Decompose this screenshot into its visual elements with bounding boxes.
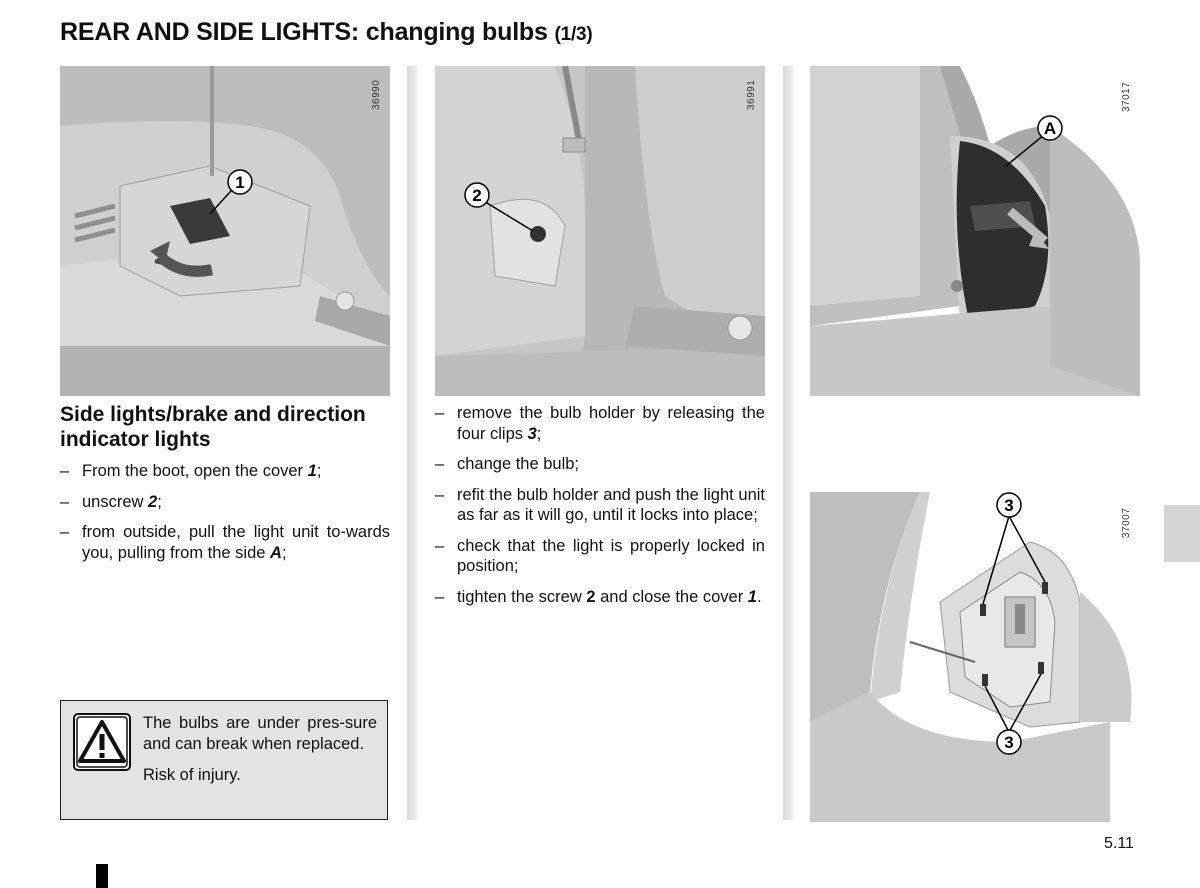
figure-2-callout: 2 <box>472 186 482 205</box>
figure-4-callout-bottom: 3 <box>1004 733 1014 752</box>
figure-3-number: 37017 <box>1121 81 1132 112</box>
warning-message: The bulbs are under pres-sure and can break when replaced. <box>143 714 377 753</box>
section-heading: Side lights/brake and direction indicator lights <box>60 403 366 451</box>
column2-steps <box>435 403 765 617</box>
list-item: – refit the bulb holder and push the light unit as far as it will go, until it locks into place; <box>435 485 765 524</box>
warning-triangle-icon <box>73 713 131 771</box>
figure-36991 <box>435 66 765 396</box>
list-item: – tighten the screw 2 and close the cover 1. <box>435 587 762 606</box>
figure-36990 <box>60 66 390 396</box>
page-title <box>60 18 593 47</box>
column-divider-2 <box>783 66 793 820</box>
column-divider-1 <box>407 66 417 820</box>
page-number: 5.11 <box>1104 835 1134 852</box>
section-thumb-tab <box>1164 505 1200 562</box>
figure-1-number: 36990 <box>371 79 382 110</box>
list-item: – change the bulb; <box>435 455 580 473</box>
page-title-text: REAR AND SIDE LIGHTS: changing bulbs <box>60 18 548 46</box>
list-item: – unscrew 2; <box>60 492 162 511</box>
figure-37017 <box>810 66 1140 396</box>
figure-1-callout: 1 <box>235 173 245 192</box>
list-item: – From the boot, open the cover 1; <box>60 462 322 480</box>
corner-mark <box>96 864 108 888</box>
list-item: – check that the light is properly locked in position; <box>435 536 765 575</box>
figure-4-callout-top: 3 <box>1004 496 1014 515</box>
warning-note: Risk of injury. <box>143 766 241 784</box>
page-title-part: (1/3) <box>554 24 593 45</box>
list-item: – from outside, pull the light unit to-wards you, pulling from the side A; <box>60 523 390 562</box>
warning-text <box>143 713 377 796</box>
figure-3-callout: A <box>1043 119 1057 138</box>
figure-37007 <box>810 492 1140 822</box>
figure-2-number: 36991 <box>746 79 757 110</box>
column1-steps <box>60 461 390 573</box>
figure-4-number: 37007 <box>1121 507 1132 538</box>
list-item: – remove the bulb holder by releasing the four clips 3; <box>435 404 765 443</box>
warning-box <box>60 700 388 820</box>
